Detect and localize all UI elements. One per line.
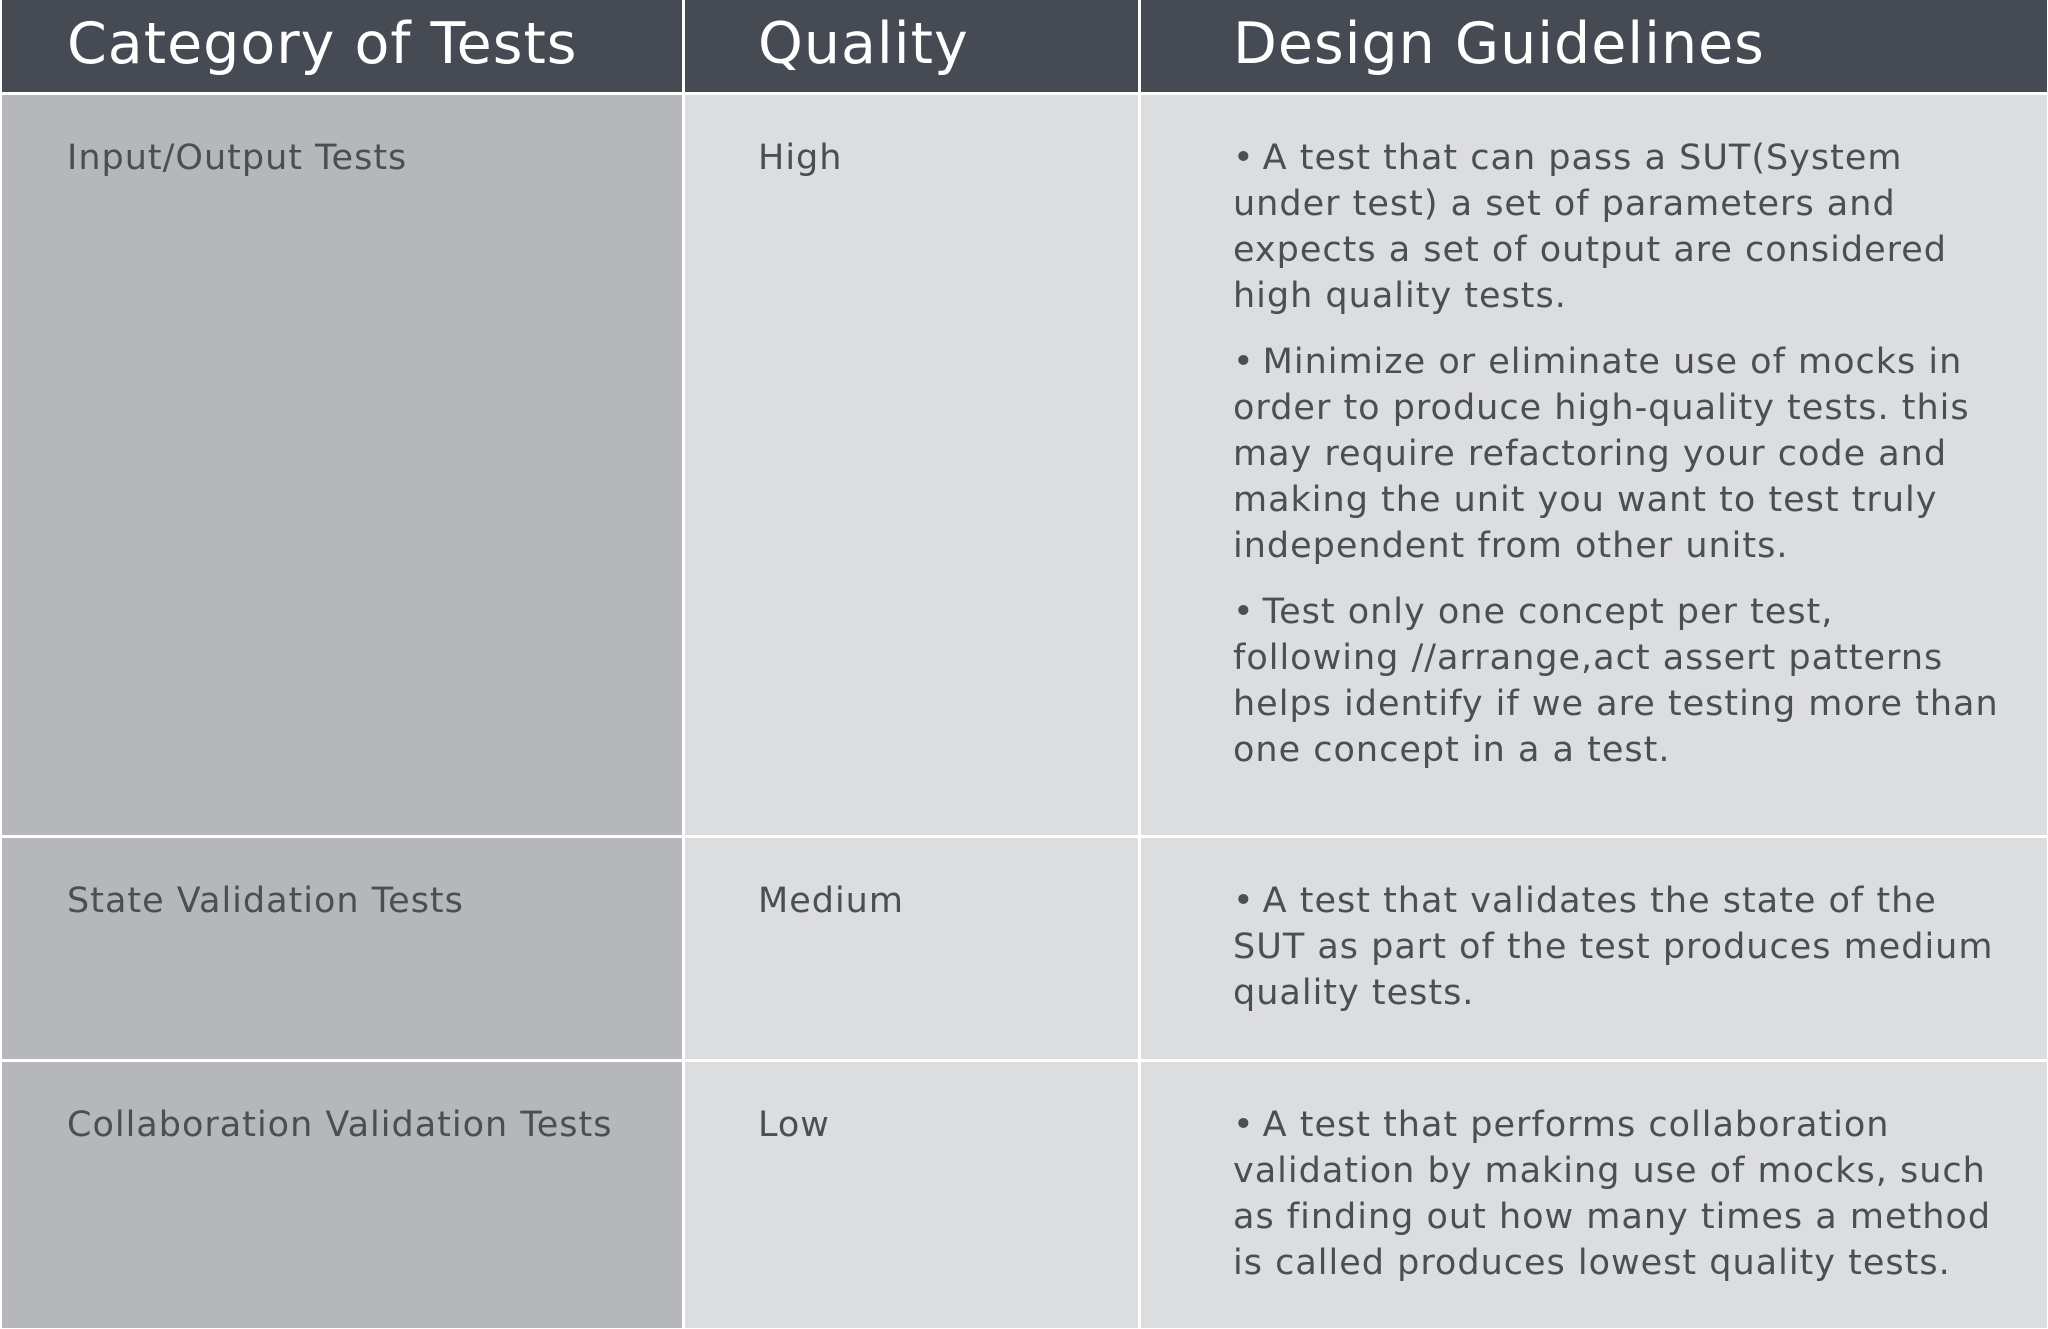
guideline-bullet — [1233, 589, 2007, 773]
bullet-icon: • — [1233, 592, 1255, 632]
row-3-category: Collaboration Validation Tests — [2, 1062, 682, 1328]
guideline-text: Test only one concept per test, following //arrange,act assert patterns helps identify if we are testing more than one concept in a a test. — [1233, 592, 1999, 770]
row-1-category: Input/Output Tests — [2, 95, 682, 835]
bullet-icon: • — [1233, 1105, 1255, 1145]
row-3-guidelines — [1141, 1062, 2047, 1328]
row-1-guidelines — [1141, 95, 2047, 835]
header-quality: Quality — [685, 0, 1138, 92]
guideline-bullet — [1233, 1102, 2007, 1286]
bullet-icon: • — [1233, 881, 1255, 921]
row-1-quality: High — [685, 95, 1138, 835]
guideline-bullet — [1233, 135, 2007, 319]
guideline-text: A test that can pass a SUT(System under test) a set of parameters and expects a set of output are considered high quality tests. — [1233, 138, 1947, 316]
guideline-bullet — [1233, 878, 2007, 1016]
guideline-text: Minimize or eliminate use of mocks in order to produce high-quality tests. this may require refactoring your code and making the unit you want to test truly independent from other units. — [1233, 342, 1970, 566]
guideline-text: A test that validates the state of the SUT as part of the test produces medium quality tests. — [1233, 881, 1994, 1013]
guideline-bullet — [1233, 339, 2007, 569]
row-2-quality: Medium — [685, 838, 1138, 1059]
row-2-guidelines — [1141, 838, 2047, 1059]
test-quality-table — [2, 0, 2046, 1329]
header-category: Category of Tests — [2, 0, 682, 92]
bullet-icon: • — [1233, 138, 1255, 178]
guideline-text: A test that performs collaboration validation by making use of mocks, such as finding out how many times a method is called produces lowest quality tests. — [1233, 1105, 1992, 1283]
row-3-quality: Low — [685, 1062, 1138, 1328]
header-design-guidelines: Design Guidelines — [1141, 0, 2047, 92]
row-2-category: State Validation Tests — [2, 838, 682, 1059]
bullet-icon: • — [1233, 342, 1255, 382]
